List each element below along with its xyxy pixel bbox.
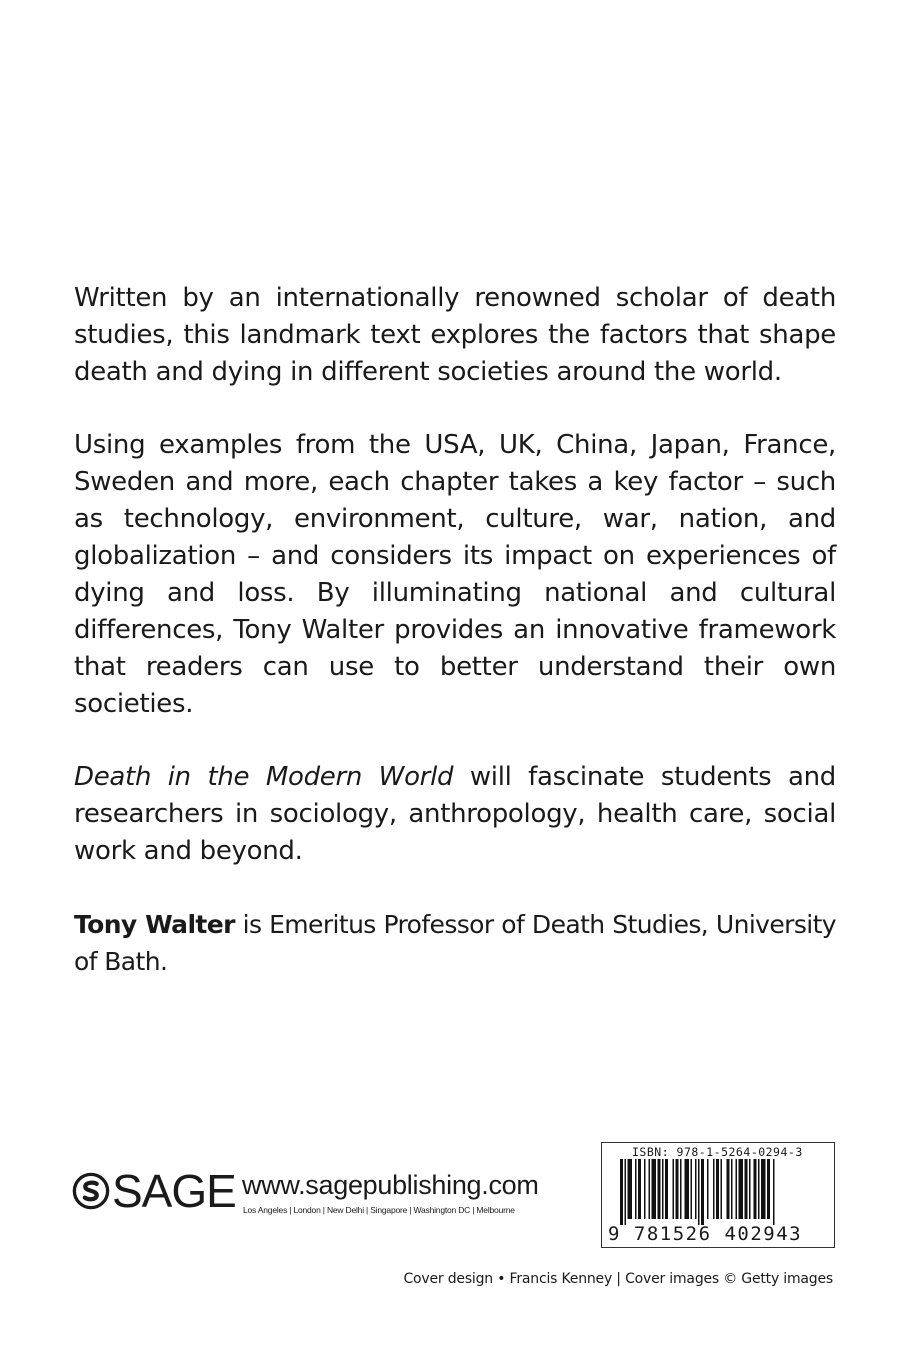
sage-s-circle-icon bbox=[72, 1172, 110, 1210]
barcode-bar bbox=[698, 1159, 700, 1225]
back-cover-blurb bbox=[74, 280, 836, 1016]
publisher-name: SAGE bbox=[112, 1165, 236, 1217]
barcode-bar bbox=[680, 1159, 682, 1219]
publisher-block bbox=[72, 1165, 572, 1228]
author-bio bbox=[74, 906, 836, 980]
barcode-bar bbox=[628, 1159, 633, 1219]
barcode-bar bbox=[736, 1159, 738, 1219]
barcode-bar bbox=[721, 1159, 723, 1219]
blurb-paragraph-3 bbox=[74, 759, 836, 870]
barcode-bar bbox=[644, 1159, 646, 1219]
barcode-bar bbox=[739, 1159, 744, 1219]
barcode-bar bbox=[658, 1159, 661, 1219]
barcode-bar bbox=[620, 1159, 623, 1225]
author-bio-text: is Emeritus Professor of Death Studies, University of Bath. bbox=[74, 910, 836, 976]
barcode-bar bbox=[761, 1159, 766, 1219]
barcode-bar bbox=[625, 1159, 627, 1225]
barcode-bar bbox=[767, 1159, 770, 1219]
isbn-barcode bbox=[601, 1142, 835, 1248]
publisher-cities: Los Angeles | London | New Delhi | Singapore | Washington DC | Melbourne bbox=[243, 1205, 515, 1215]
book-title: Death in the Modern World bbox=[74, 762, 454, 792]
barcode-bar bbox=[707, 1159, 709, 1219]
barcode-bar bbox=[695, 1159, 697, 1219]
publisher-url[interactable]: www.sagepublishing.com bbox=[242, 1170, 539, 1200]
barcode-bars bbox=[606, 1159, 830, 1229]
barcode-bar bbox=[773, 1159, 775, 1225]
barcode-bar bbox=[754, 1159, 757, 1219]
barcode-digits: 9 781526 402943 bbox=[608, 1223, 803, 1245]
barcode-bar bbox=[649, 1159, 651, 1219]
barcode-bar bbox=[727, 1159, 730, 1219]
barcode-bar bbox=[691, 1159, 693, 1219]
barcode-bar bbox=[685, 1159, 690, 1219]
blurb-paragraph-3-text: will fascinate students and researchers in sociology, anthropology, health care, social work and beyond. bbox=[74, 762, 837, 866]
blurb-paragraph-2: Using examples from the USA, UK, China, Japan, France, Sweden and more, each chapter takes a key factor – such as technology, environment, culture, war, nation, and globalization – and considers its impact on experiences of dying and loss. By illuminating national and cultural differences, Tony Walter provides an innovative framework that readers can use to better understand their own societies. bbox=[74, 430, 836, 719]
cover-credits: Cover design • Francis Kenney | Cover images © Getty images bbox=[403, 1271, 833, 1287]
barcode-bar bbox=[665, 1159, 668, 1219]
barcode-bar bbox=[638, 1159, 641, 1219]
barcode-bar bbox=[731, 1159, 733, 1219]
barcode-bar bbox=[673, 1159, 675, 1219]
barcode-bar bbox=[758, 1159, 760, 1219]
barcode-bar bbox=[676, 1159, 679, 1219]
barcode-bar bbox=[713, 1159, 715, 1219]
barcode-bar bbox=[662, 1159, 664, 1219]
isbn-label: ISBN: 978-1-5264-0294-3 bbox=[632, 1145, 803, 1159]
barcode-bar bbox=[652, 1159, 657, 1219]
author-name: Tony Walter bbox=[74, 910, 235, 939]
barcode-bar bbox=[745, 1159, 748, 1219]
barcode-bar bbox=[701, 1159, 704, 1225]
barcode-bar bbox=[716, 1159, 719, 1219]
barcode-bar bbox=[749, 1159, 751, 1219]
blurb-paragraph-1: Written by an internationally renowned scholar of death studies, this landmark text explores the factors that shape death and dying in different societies around the world. bbox=[74, 283, 836, 387]
barcode-bar bbox=[635, 1159, 637, 1219]
